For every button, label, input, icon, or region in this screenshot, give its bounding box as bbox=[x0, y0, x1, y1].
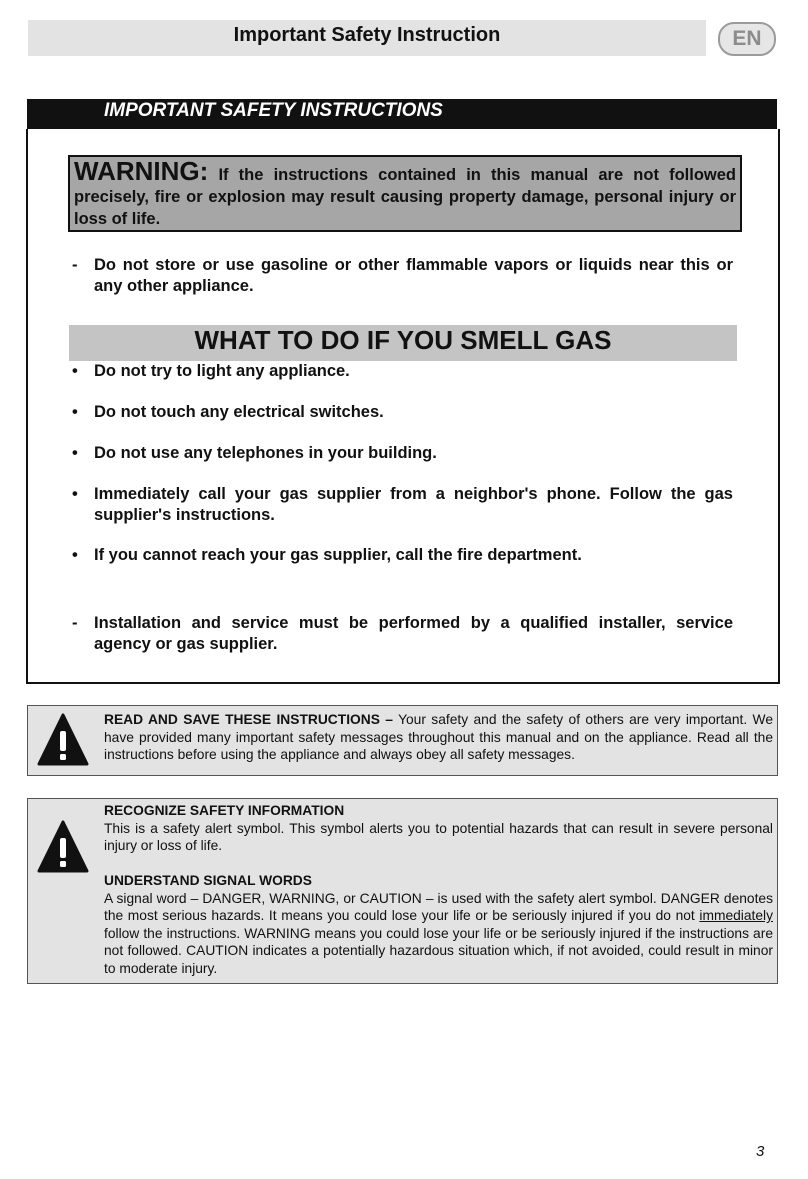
signal-words-underlined: immediately bbox=[699, 908, 773, 923]
header-bar bbox=[28, 20, 706, 56]
page-header-title: Important Safety Instruction bbox=[233, 24, 501, 46]
read-save-heading: READ AND SAVE THESE INSTRUCTIONS – bbox=[104, 712, 393, 727]
warning-triangle-icon bbox=[37, 712, 89, 768]
bullet-item-text: Do not try to light any appliance. bbox=[94, 362, 350, 380]
dash-marker: - bbox=[72, 614, 78, 632]
read-save-notice bbox=[27, 705, 778, 776]
smell-gas-title: WHAT TO DO IF YOU SMELL GAS bbox=[194, 325, 612, 355]
dash-item-text: Do not store or use gasoline or other flammable vapors or liquids near this or any other appliance. bbox=[94, 256, 733, 295]
bullet-item bbox=[70, 443, 733, 464]
section-title-bar bbox=[27, 99, 777, 129]
smell-gas-banner bbox=[69, 325, 737, 361]
read-save-body: Your safety and the safety of others are very important. We have provided many important safety messages throughout this manual and on the appliance. Read all the instructions before using the appliance and always obey all safety messages. bbox=[104, 712, 773, 762]
dash-item-text: Installation and service must be performed by a qualified installer, service agency or gas supplier. bbox=[94, 614, 733, 653]
warning-triangle-icon bbox=[37, 819, 89, 875]
warning-label: WARNING: bbox=[74, 156, 209, 186]
bullet-item bbox=[70, 484, 733, 526]
warning-box bbox=[68, 155, 742, 232]
bullet-marker: • bbox=[72, 403, 78, 421]
safety-information-notice bbox=[27, 798, 778, 984]
bullet-item bbox=[70, 545, 733, 566]
warning-text: If the instructions contained in this manual are not followed precisely, fire or explosion may result causing property damage, personal injury or loss of life. bbox=[74, 166, 736, 228]
signal-words-heading: UNDERSTAND SIGNAL WORDS bbox=[104, 873, 312, 888]
page-number: 3 bbox=[756, 1143, 765, 1160]
signal-words-body bbox=[104, 890, 773, 978]
dash-marker: - bbox=[72, 256, 78, 274]
bullet-item bbox=[70, 361, 733, 382]
dash-item bbox=[70, 613, 733, 655]
bullet-item-text: Do not touch any electrical switches. bbox=[94, 403, 384, 421]
bullet-marker: • bbox=[72, 546, 78, 564]
dash-item bbox=[70, 255, 733, 297]
bullet-item-text: Do not use any telephones in your building. bbox=[94, 444, 437, 462]
bullet-marker: • bbox=[72, 444, 78, 462]
recognize-heading: RECOGNIZE SAFETY INFORMATION bbox=[104, 803, 345, 818]
section-title: IMPORTANT SAFETY INSTRUCTIONS bbox=[104, 100, 443, 121]
bullet-marker: • bbox=[72, 485, 78, 503]
bullet-item-text: If you cannot reach your gas supplier, call the fire department. bbox=[94, 546, 582, 564]
bullet-item bbox=[70, 402, 733, 423]
signal-words-text-1: A signal word – DANGER, WARNING, or CAUTION – is used with the safety alert symbol. DANGER denotes the most serious hazards. It means you could lose your life or be seriously injured if you do not bbox=[104, 890, 773, 923]
bullet-item-text: Immediately call your gas supplier from a neighbor's phone. Follow the gas supplier's instructions. bbox=[94, 485, 733, 524]
safety-information-text bbox=[104, 802, 773, 977]
language-badge: EN bbox=[718, 22, 776, 56]
recognize-body: This is a safety alert symbol. This symbol alerts you to potential hazards that can result in severe personal injury or loss of life. bbox=[104, 820, 773, 853]
signal-words-text-2: follow the instructions. WARNING means you could lose your life or be seriously injured if the instructions are not followed. CAUTION indicates a potentially hazardous situation which, if not avoided, could result in minor to moderate injury. bbox=[104, 925, 773, 976]
read-save-text bbox=[104, 711, 773, 764]
bullet-marker: • bbox=[72, 362, 78, 380]
